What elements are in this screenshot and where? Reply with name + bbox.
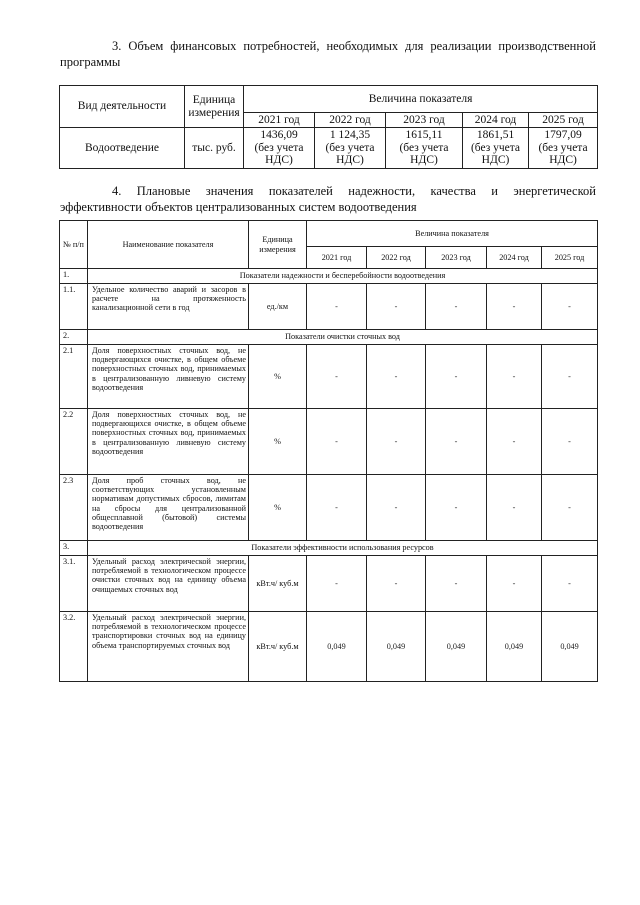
table-row [60, 556, 598, 612]
section-title: Показатели эффективности использования ресурсов [88, 541, 598, 556]
value-cell: - [426, 345, 487, 409]
year-header: 2022 год [315, 113, 386, 128]
section4-heading-line2: эффективности объектов централизованных систем водоотведения [60, 200, 417, 214]
value-note: (без учета [538, 141, 588, 154]
col-unit-header: Единица измерения [249, 221, 307, 269]
value-cell: - [367, 284, 426, 330]
section-row [60, 541, 598, 556]
year-header: 2023 год [426, 247, 487, 269]
table-row [60, 475, 598, 541]
table-row [60, 128, 598, 169]
value-note: (без учета [254, 141, 304, 154]
value-note: НДС) [410, 154, 438, 167]
value-cell: - [426, 475, 487, 541]
section-title: Показатели очистки сточных вод [88, 330, 598, 345]
value-cell: - [542, 556, 598, 612]
section3-heading-line1: 3. Объем финансовых потребностей, необходимых для реализации производственной [112, 39, 596, 53]
value-cell: 0,049 [487, 612, 542, 682]
unit-cell: % [249, 345, 307, 409]
indicator-name: Доля проб сточных вод, не соответствующих установленным нормативам допустимых сбросов, лимитам на сбросы для централизованной общесплавной (бытовой) системы водоотведения [88, 475, 249, 541]
value-cell: - [426, 284, 487, 330]
value-cell: - [307, 345, 367, 409]
value-number: 1436,09 [260, 129, 298, 142]
value-cell: - [487, 409, 542, 475]
year-header: 2025 год [529, 113, 598, 128]
value-cell: - [542, 345, 598, 409]
indicator-number: 1.1. [60, 284, 88, 330]
unit-cell: % [249, 475, 307, 541]
table-row [60, 284, 598, 330]
value-number: 1797,09 [544, 129, 582, 142]
value-cell: - [307, 284, 367, 330]
col-value-header: Величина показателя [307, 221, 598, 247]
value-cell: 0,049 [426, 612, 487, 682]
value-cell: - [367, 345, 426, 409]
value-cell [529, 128, 598, 169]
value-number: 1861,51 [476, 129, 515, 142]
indicator-name: Удельный расход электрической энергии, потребляемой в технологическом процессе транспортировки сточных вод на единицу объема транспортируемых сточных вод [88, 612, 249, 682]
unit-cell: ед./км [249, 284, 307, 330]
value-note: (без учета [399, 141, 449, 154]
section-number: 1. [60, 269, 88, 284]
value-cell: - [426, 409, 487, 475]
section-title: Показатели надежности и бесперебойности водоотведения [88, 269, 598, 284]
value-note: НДС) [481, 154, 510, 167]
col-name-header: Наименование показателя [88, 221, 249, 269]
unit-cell: кВт.ч/ куб.м [249, 612, 307, 682]
value-cell: 0,049 [367, 612, 426, 682]
table-row [60, 409, 598, 475]
indicator-number: 3.1. [60, 556, 88, 612]
value-cell: - [487, 284, 542, 330]
value-cell: - [307, 556, 367, 612]
value-cell: - [307, 409, 367, 475]
year-header: 2025 год [542, 247, 598, 269]
value-cell: - [307, 475, 367, 541]
value-note: НДС) [336, 154, 364, 167]
section4-heading-line1: 4. Плановые значения показателей надежности, качества и энергетической [112, 184, 596, 198]
activity-cell: Водоотведение [60, 128, 185, 169]
section-number: 2. [60, 330, 88, 345]
indicator-number: 3.2. [60, 612, 88, 682]
section-row [60, 269, 598, 284]
table-row [60, 345, 598, 409]
section3-heading-line2: программы [60, 55, 121, 69]
unit-cell: тыс. руб. [185, 128, 244, 169]
indicator-number: 2.3 [60, 475, 88, 541]
col-unit-header: Единица измерения [185, 86, 244, 128]
value-note: НДС) [549, 154, 577, 167]
col-activity-header: Вид деятельности [60, 86, 185, 128]
value-cell [463, 128, 529, 169]
year-header: 2021 год [307, 247, 367, 269]
year-header: 2024 год [487, 247, 542, 269]
section3-heading [60, 38, 596, 70]
year-header: 2022 год [367, 247, 426, 269]
indicator-name: Удельное количество аварий и засоров в расчете на протяженность канализационной сети в год [88, 284, 249, 330]
value-cell: - [542, 409, 598, 475]
value-cell: 0,049 [307, 612, 367, 682]
section-number: 3. [60, 541, 88, 556]
table-row [60, 612, 598, 682]
section-row [60, 330, 598, 345]
value-cell: 0,049 [542, 612, 598, 682]
unit-cell: кВт.ч/ куб.м [249, 556, 307, 612]
value-cell: - [487, 475, 542, 541]
indicator-number: 2.1 [60, 345, 88, 409]
unit-cell: % [249, 409, 307, 475]
value-cell: - [542, 475, 598, 541]
value-cell [315, 128, 386, 169]
value-number: 1615,11 [405, 129, 443, 142]
value-note: (без учета [325, 141, 375, 154]
col-value-header: Величина показателя [244, 86, 598, 113]
indicator-name: Удельный расход электрической энергии, потребляемой в технологическом процессе очистки сточных вод на единицу объема очищаемых сточных вод [88, 556, 249, 612]
value-cell: - [367, 556, 426, 612]
year-header: 2024 год [463, 113, 529, 128]
indicator-name: Доля поверхностных сточных вод, не подвергающихся очистке, в общем объеме поверхностных сточных вод, принимаемых в централизованную ливневую систему водоотведения [88, 345, 249, 409]
value-cell: - [367, 409, 426, 475]
value-cell: - [542, 284, 598, 330]
value-cell: - [367, 475, 426, 541]
value-note: НДС) [265, 154, 293, 167]
value-cell: - [487, 556, 542, 612]
section4-heading [60, 183, 596, 215]
col-num-header: № п/п [60, 221, 88, 269]
value-cell: - [487, 345, 542, 409]
value-cell [386, 128, 463, 169]
indicators-table [59, 220, 598, 682]
indicator-number: 2.2 [60, 409, 88, 475]
financial-needs-table [59, 85, 598, 169]
value-cell [244, 128, 315, 169]
value-cell: - [426, 556, 487, 612]
year-header: 2021 год [244, 113, 315, 128]
value-note: (без учета [470, 141, 521, 154]
value-number: 1 124,35 [329, 129, 371, 142]
indicator-name: Доля поверхностных сточных вод, не подвергающихся очистке, в общем объеме поверхностных сточных вод, принимаемых в централизованную ливневую систему водоотведения [88, 409, 249, 475]
year-header: 2023 год [386, 113, 463, 128]
